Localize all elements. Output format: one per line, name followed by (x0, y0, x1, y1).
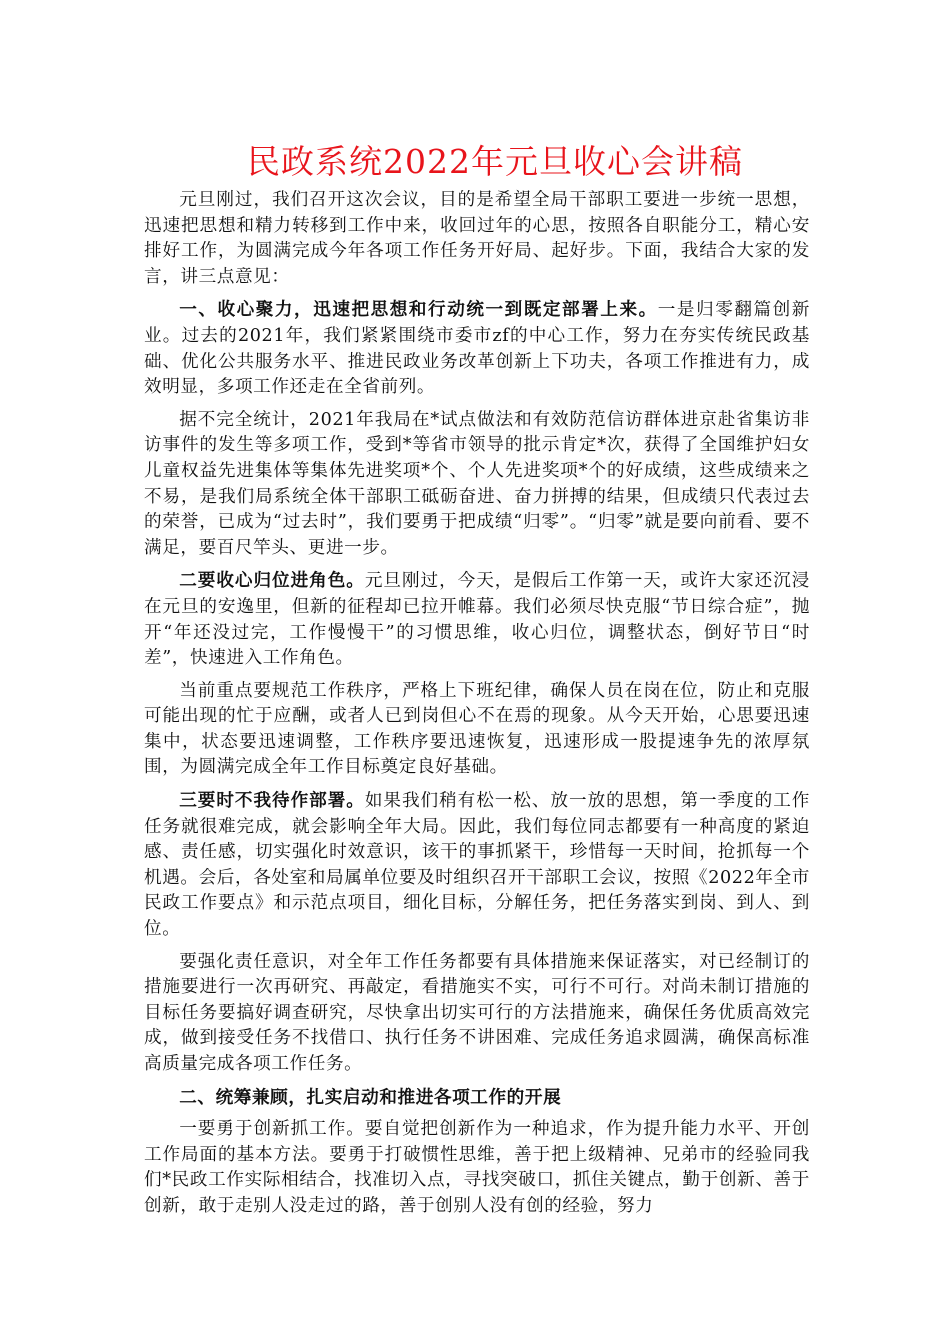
paragraph-text: 一是归零翻篇创新业。过去的2021年，我们紧紧围绕市委市zf的中心工作，努力在夯实传统民政基础、优化公共服务水平、推进民政业务改革创新上下功夫，各项工作推进有力，成效明显，多项工作还走在全省前列。 (144, 300, 810, 398)
paragraph-text: 据不完全统计，2021年我局在*试点做法和有效防范信访群体进京赴省集访非访事件的发生等多项工作，受到*等省市领导的批示肯定*次，获得了全国维护妇女儿童权益先进集体等集体先进奖项*个、个人先进奖项*个的好成绩，这些成绩来之不易，是我们局系统全体干部职工砥砺奋进、奋力拼搏的结果，但成绩只代表过去的荣誉，已成为“过去时”，我们要勇于把成绩“归零”。“归零”就是要向前看、要不满足，要百尺竿头、更进一步。 (144, 409, 810, 558)
section-heading-1: 一、收心聚力，迅速把思想和行动统一到既定部署上来。 (179, 299, 658, 321)
paragraph-innovation (144, 1117, 810, 1219)
paragraph-statistics (144, 408, 810, 562)
paragraph-text: 元旦刚过，我们召开这次会议，目的是希望全局干部职工要进一步统一思想，迅速把思想和精力转移到工作中来，收回过年的心思，按照各自职能分工，精心安排好工作，为圆满完成今年各项工作任务开好局、起好步。下面，我结合大家的发言，讲三点意见： (144, 190, 810, 287)
paragraph-discipline (144, 679, 810, 781)
point-heading-3: 三要时不我待作部署。 (179, 790, 365, 812)
document-body (144, 140, 810, 1227)
paragraph-responsibility (144, 950, 810, 1078)
section-heading-2: 二、统筹兼顾，扎实启动和推进各项工作的开展 (179, 1086, 562, 1108)
paragraph-section-1 (144, 297, 810, 400)
paragraph-text: 要强化责任意识，对全年工作任务都要有具体措施来保证落实，对已经制订的措施要进行一次再研究、再敲定，看措施实不实，可行不可行。对尚未制订措施的目标任务要搞好调查研究，尽快拿出切实可行的方法措施来，确保任务优质高效完成，做到接受任务不找借口、执行任务不讲困难、完成任务追求圆满，确保高标准高质量完成各项工作任务。 (144, 951, 810, 1074)
paragraph-point-2 (144, 568, 810, 671)
paragraph-text: 当前重点要规范工作秩序，严格上下班纪律，确保人员在岗在位，防止和克服可能出现的忙于应酬，或者人已到岗但心不在焉的现象。从今天开始，心思要迅速集中，状态要迅速调整，工作秩序要迅速恢复，迅速形成一股提速争先的浓厚氛围，为圆满完成全年工作目标奠定良好基础。 (144, 680, 810, 778)
paragraph-text: 一要勇于创新抓工作。要自觉把创新作为一种追求，作为提升能力水平、开创工作局面的基本方法。要勇于打破惯性思维，善于把上级精神、兄弟市的经验同我们*民政工作实际相结合，找准切入点，寻找突破口，抓住关键点，勤于创新、善于创新，敢于走别人没走过的路，善于创别人没有创的经验，努力 (144, 1119, 810, 1216)
paragraph-point-3 (144, 788, 810, 943)
paragraph-text: 如果我们稍有松一松、放一放的思想，第一季度的工作任务就很难完成，就会影响全年大局。因此，我们每位同志都要有一种高度的紧迫感、责任感，切实强化时效意识，该干的事抓紧干，珍惜每一天时间，抢抓每一个机遇。会后，各处室和局属单位要及时组织召开干部职工会议，按照《2022年全市民政工作要点》和示范点项目，细化目标，分解任务，把任务落实到岗、到人、到位。 (144, 791, 810, 940)
paragraph-text: 元旦刚过，今天，是假后工作第一天，或许大家还沉浸在元旦的安逸里，但新的征程却已拉开帷幕。我们必须尽快克服“节日综合症”，抛开“年还没过完，工作慢慢干”的习惯思维，收心归位，调整状态，倒好节日“时差”，快速进入工作角色。 (144, 571, 810, 669)
point-heading-2: 二要收心归位进角色。 (179, 570, 365, 592)
document-title: 民政系统2022年元旦收心会讲稿 (247, 142, 743, 181)
paragraph-intro (144, 188, 810, 290)
